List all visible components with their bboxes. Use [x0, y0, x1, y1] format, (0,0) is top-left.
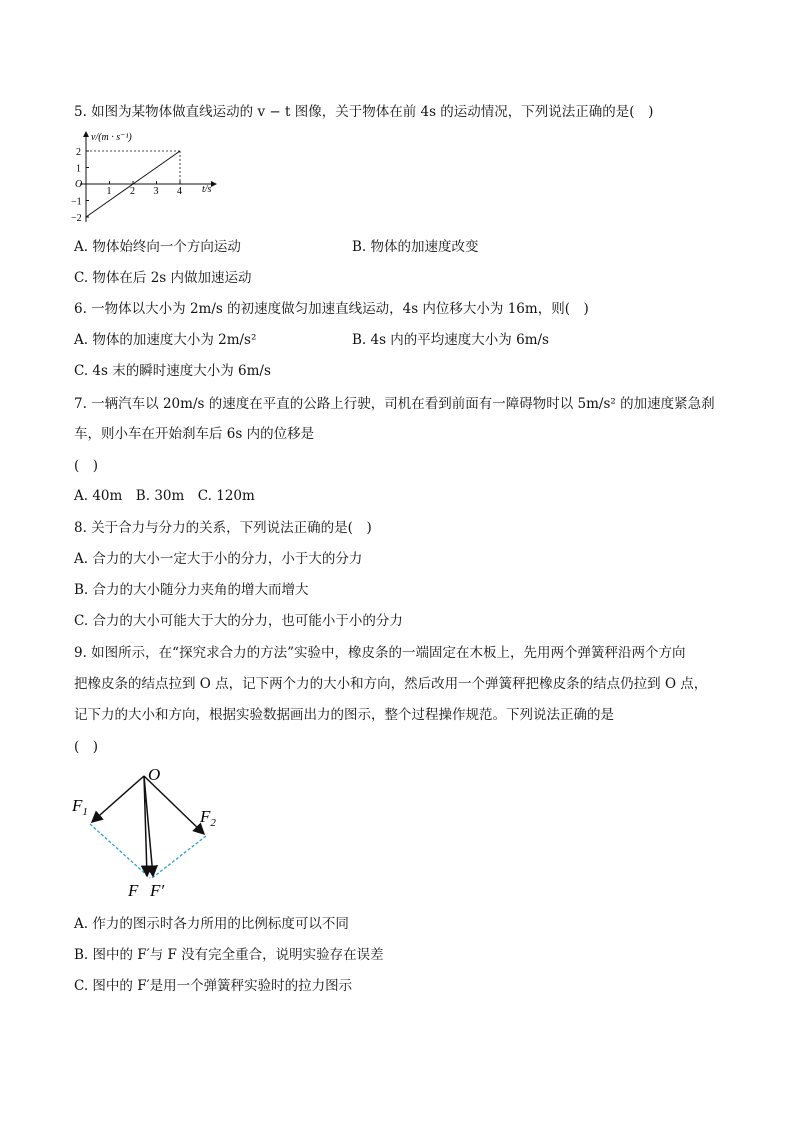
svg-text:F1	[71, 796, 88, 818]
q8-option-b: B. 合力的大小随分力夹角的增大而增大	[74, 582, 309, 598]
q9-stem-line2: 把橡皮条的结点拉到 O 点，记下两个力的大小和方向，然后改用一个弹簧秤把橡皮条的结点仍拉到 O 点，	[74, 676, 708, 692]
q7-stem-line2: 车，则小车在开始刹车后 6s 内的位移是	[74, 426, 315, 442]
arrow-f1	[92, 776, 144, 822]
y-tick-label: −2	[71, 213, 82, 224]
q7-stem-line1: 7. 一辆汽车以 20m/s 的速度在平直的公路上行驶，司机在看到前面有一障碍物时以 5m/s² 的加速度紧急刹	[74, 396, 715, 412]
svg-text:F2	[199, 807, 216, 829]
x-tick-label: 1	[106, 186, 112, 197]
y-tick-label: 2	[76, 147, 81, 158]
q5-stem: 5. 如图为某物体做直线运动的 v − t 图像，关于物体在前 4s 的运动情况，下列说法正确的是( )	[74, 104, 654, 120]
q8-stem: 8. 关于合力与分力的关系，下列说法正确的是( )	[74, 520, 372, 536]
y-tick-label: −1	[71, 196, 82, 208]
x-tick-label: 3	[153, 186, 159, 197]
label-f2-subscript: 2	[210, 817, 216, 829]
force-diagram	[68, 762, 238, 902]
label-f-prime: F′	[150, 881, 165, 900]
x-tick-label: 2	[130, 186, 135, 197]
q8-option-c: C. 合力的大小可能大于大的分力，也可能小于小的分力	[74, 613, 403, 629]
label-f2: F	[200, 807, 211, 826]
label-f1-subscript: 1	[82, 806, 88, 818]
dashed-line-f1-to-f	[90, 824, 150, 878]
velocity-time-graph	[68, 126, 228, 226]
q9-option-b: B. 图中的 F′与 F 没有完全重合，说明实验存在误差	[74, 947, 384, 963]
q9-option-c: C. 图中的 F′是用一个弹簧秤实验时的拉力图示	[74, 978, 353, 994]
q9-stem-line1: 9. 如图所示，在“探究求合力的方法”实验中，橡皮条的一端固定在木板上，先用两个弹簧秤沿两个方向	[74, 645, 686, 661]
q9-answer-paren: ( )	[74, 739, 99, 755]
y-axis-label: v/(m · s⁻¹)	[91, 132, 132, 143]
arrow-f2	[144, 776, 204, 834]
dashed-line-f2-to-f	[152, 836, 206, 878]
y-tick-label: 1	[76, 163, 81, 175]
label-o: O	[148, 765, 161, 784]
x-axis-label: t/s	[202, 184, 212, 195]
label-f1: F	[72, 796, 83, 815]
q8-option-a: A. 合力的大小一定大于小的分力，小于大的分力	[74, 551, 363, 567]
q5-option-c: C. 物体在后 2s 内做加速运动	[74, 270, 252, 286]
q5-option-a: A. 物体始终向一个方向运动	[74, 239, 241, 255]
q9-option-a: A. 作力的图示时各力所用的比例标度可以不同	[74, 916, 349, 932]
origin-label: O	[75, 179, 83, 190]
q6-option-b: B. 4s 内的平均速度大小为 6m/s	[352, 332, 549, 348]
q6-stem: 6. 一物体以大小为 2m/s 的初速度做匀加速直线运动，4s 内位移大小为 16m，则( )	[74, 301, 589, 317]
q5-option-b: B. 物体的加速度改变	[352, 239, 479, 255]
label-f: F	[128, 881, 139, 900]
q9-stem-line3: 记下力的大小和方向，根据实验数据画出力的图示，整个过程操作规范。下列说法正确的是	[74, 707, 614, 723]
q6-option-c: C. 4s 末的瞬时速度大小为 6m/s	[74, 363, 271, 379]
q7-answer-paren: ( )	[74, 458, 99, 474]
q7-options: A. 40m B. 30m C. 120m	[74, 488, 255, 504]
q6-option-a: A. 物体的加速度大小为 2m/s²	[74, 332, 257, 348]
x-tick-label: 4	[177, 186, 182, 197]
